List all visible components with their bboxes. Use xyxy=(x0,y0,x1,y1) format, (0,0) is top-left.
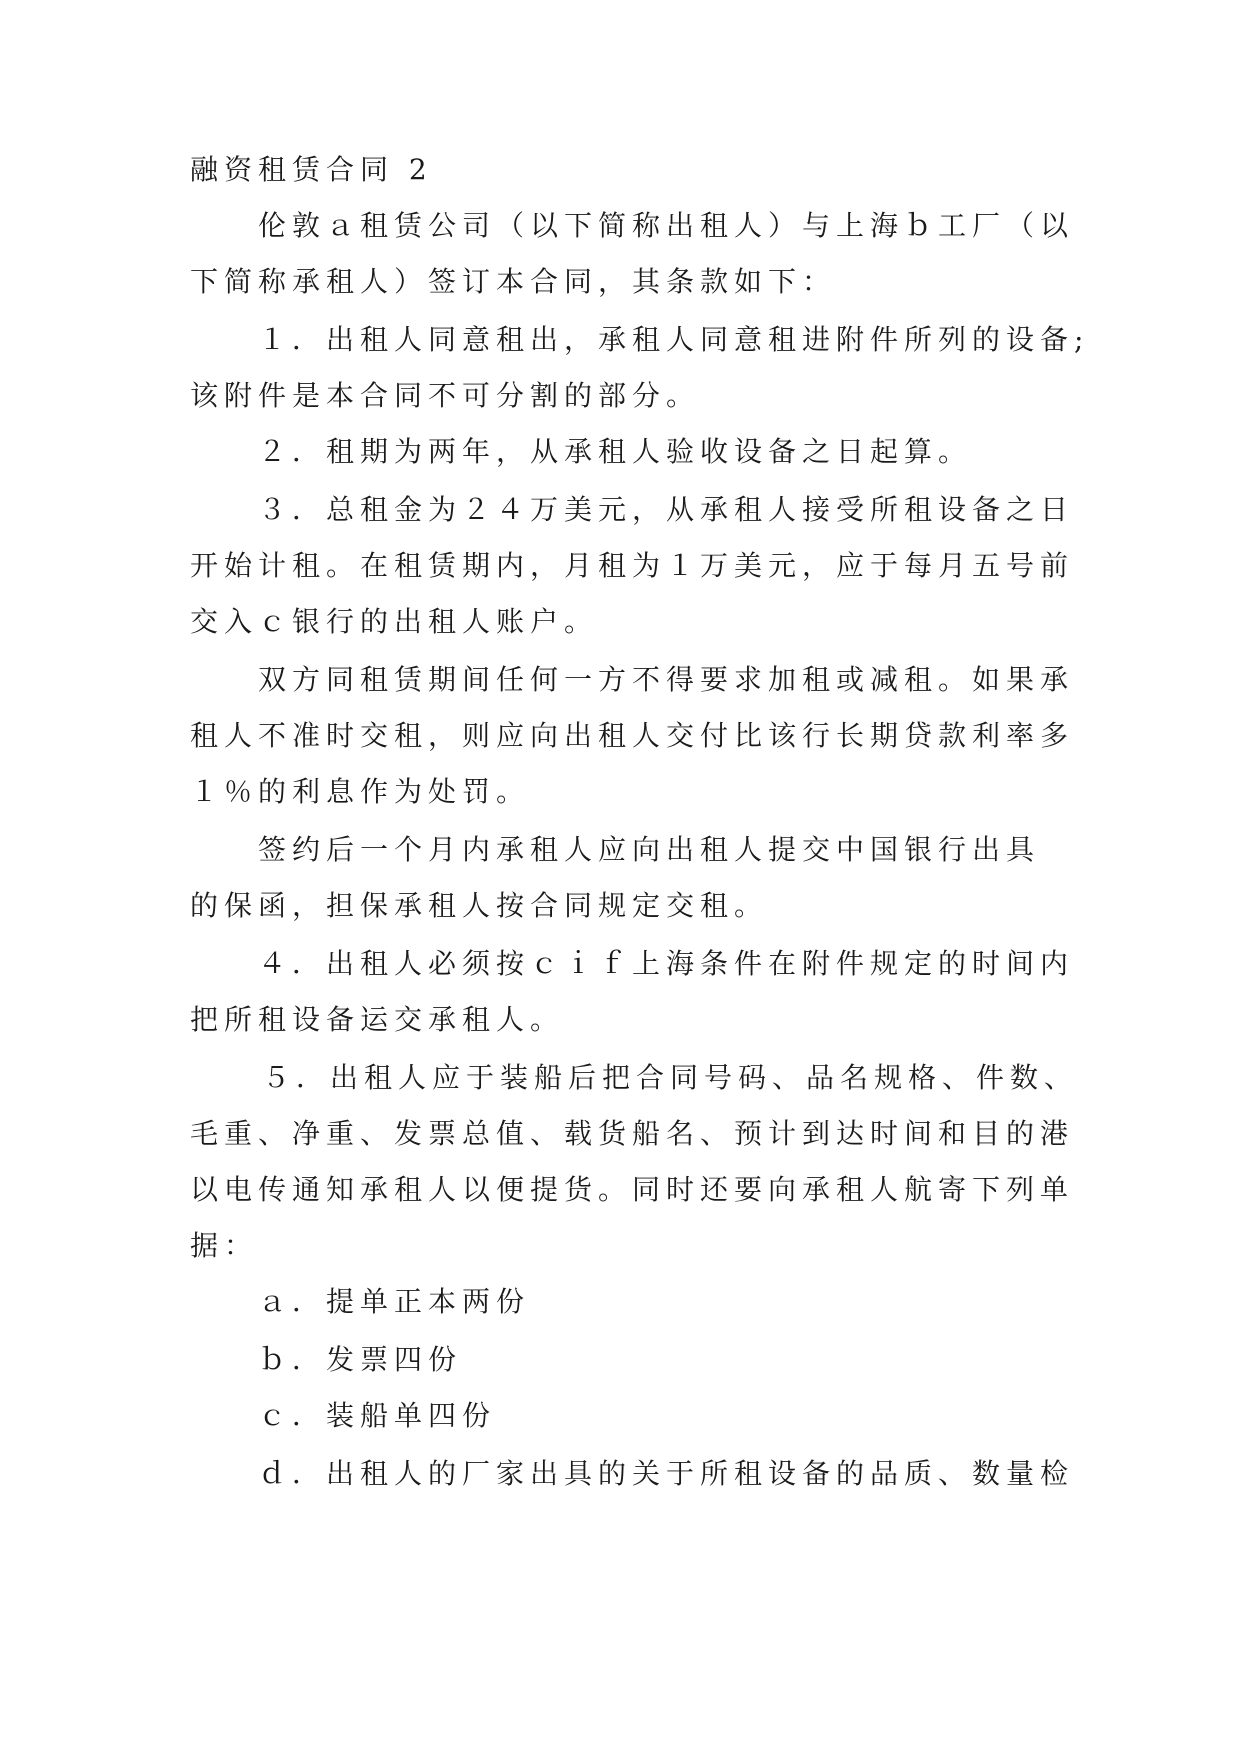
paragraph-line: ４．出租人必须按ｃｉｆ上海条件在附件规定的时间内 xyxy=(258,947,1075,980)
paragraph-line: 毛重、净重、发票总值、载货船名、预计到达时间和目的港 xyxy=(190,1117,1075,1150)
paragraph-line: １．出租人同意租出，承租人同意租进附件所列的设备; xyxy=(258,323,1090,356)
paragraph-line: 租人不准时交租，则应向出租人交付比该行长期贷款利率多 xyxy=(190,719,1075,752)
paragraph-line: 伦敦ａ租赁公司（以下简称出租人）与上海ｂ工厂（以 xyxy=(258,209,1075,242)
paragraph-line: 把所租设备运交承租人。 xyxy=(190,1003,565,1036)
document-title: 融资租赁合同 2 xyxy=(190,153,433,186)
paragraph-line: 开始计租。在租赁期内，月租为１万美元，应于每月五号前 xyxy=(190,549,1075,582)
paragraph-line: 以电传通知承租人以便提货。同时还要向承租人航寄下列单 xyxy=(190,1173,1075,1206)
paragraph-line: ２．租期为两年，从承租人验收设备之日起算。 xyxy=(258,435,973,468)
list-item: ｃ．装船单四份 xyxy=(258,1399,497,1432)
paragraph-line: 双方同租赁期间任何一方不得要求加租或减租。如果承 xyxy=(258,663,1075,696)
paragraph-line: 的保函，担保承租人按合同规定交租。 xyxy=(190,889,769,922)
list-item: ｂ．发票四份 xyxy=(258,1343,463,1376)
paragraph-line: 下简称承租人）签订本合同，其条款如下： xyxy=(190,265,837,298)
list-item: ａ．提单正本两份 xyxy=(258,1285,531,1318)
paragraph-line: ３．总租金为２４万美元，从承租人接受所租设备之日 xyxy=(258,493,1075,526)
list-item: ｄ．出租人的厂家出具的关于所租设备的品质、数量检 xyxy=(258,1457,1075,1490)
paragraph-line: 该附件是本合同不可分割的部分。 xyxy=(190,379,701,412)
paragraph-line: 交入ｃ银行的出租人账户。 xyxy=(190,605,599,638)
paragraph-line: 签约后一个月内承租人应向出租人提交中国银行出具 xyxy=(258,833,1041,866)
paragraph-line: １％的利息作为处罚。 xyxy=(190,775,531,808)
paragraph-line: ５．出租人应于装船后把合同号码、品名规格、件数、 xyxy=(262,1061,1079,1094)
paragraph-line: 据： xyxy=(190,1229,259,1262)
